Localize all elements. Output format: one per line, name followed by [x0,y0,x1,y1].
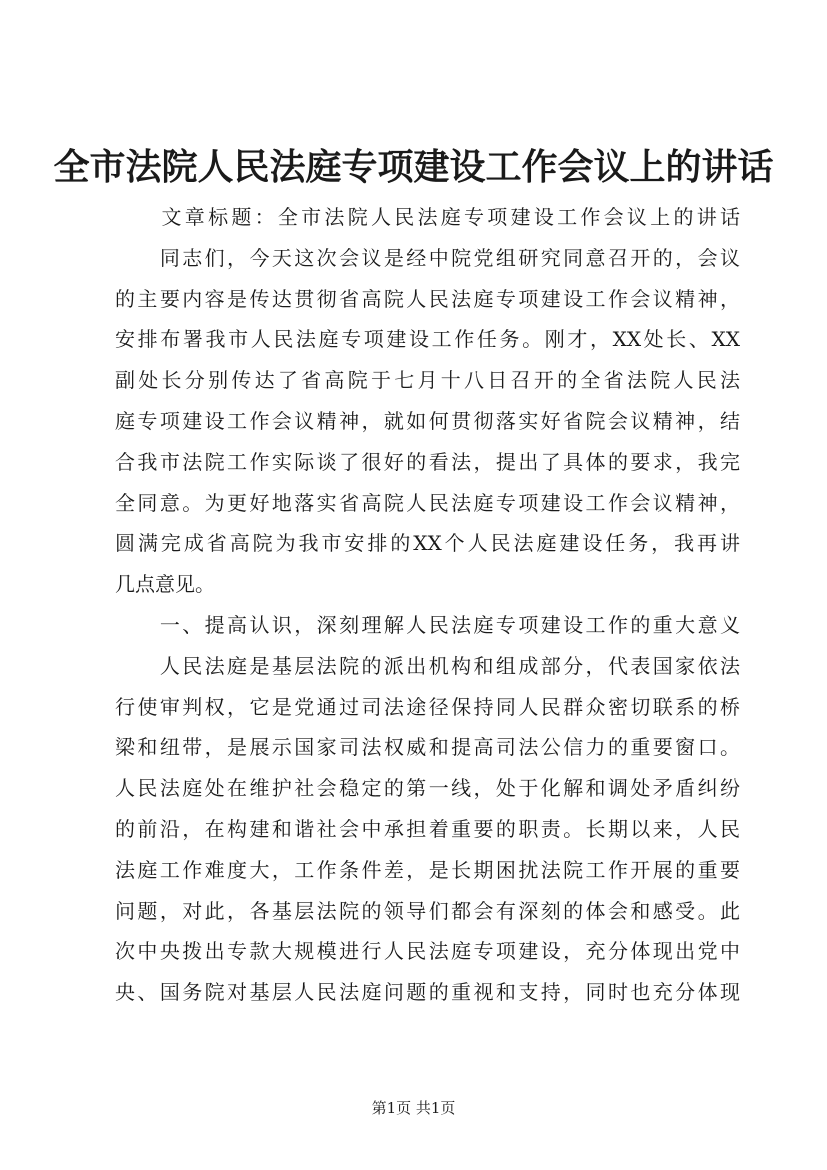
body-line: 几点意见。 [115,572,215,597]
body-line: 行使审判权，它是党通过司法途径保持同人民群众密切联系的桥 [115,694,740,719]
body-line: 法庭工作难度大，工作条件差，是长期困扰法院工作开展的重要 [115,857,740,882]
body-line: 梁和纽带，是展示国家司法权威和提高司法公信力的重要窗口。 [115,735,740,760]
body-line: 副处长分别传达了省高院于七月十八日召开的全省法院人民法 [115,368,740,393]
body-line: 次中央拨出专款大规模进行人民法庭专项建设，充分体现出党中 [115,939,740,964]
body-line: 庭专项建设工作会议精神，就如何贯彻落实好省院会议精神，结 [115,408,740,433]
page-footer [0,1098,827,1118]
body-line: 人民法庭是基层法院的派出机构和组成部分，代表国家依法 [115,653,740,678]
body-line: 安排布署我市人民法庭专项建设工作任务。刚才，XX处长、XX [115,327,740,352]
document-body [115,197,740,1013]
body-line: 人民法庭处在维护社会稳定的第一线，处于化解和调处矛盾纠纷 [115,776,740,801]
page-number-label: 第1页 共1页 [371,1099,456,1117]
body-line: 央、国务院对基层人民法庭问题的重视和支持，同时也充分体现 [115,980,740,1005]
section-heading: 一、提高认识，深刻理解人民法庭专项建设工作的重大意义 [115,612,740,637]
document-title: 全市法院人民法庭专项建设工作会议上的讲话 [53,146,774,188]
body-line: 文章标题：全市法院人民法庭专项建设工作会议上的讲话 [115,205,740,229]
body-line: 同志们，今天这次会议是经中院党组研究同意召开的，会议 [115,245,740,270]
body-line: 全同意。为更好地落实省高院人民法庭专项建设工作会议精神， [115,490,740,515]
body-line: 的主要内容是传达贯彻省高院人民法庭专项建设工作会议精神， [115,286,740,311]
body-line: 合我市法院工作实际谈了很好的看法，提出了具体的要求，我完 [115,449,740,474]
body-line: 圆满完成省高院为我市安排的XX个人民法庭建设任务，我再讲 [115,531,740,556]
body-line: 的前沿，在构建和谐社会中承担着重要的职责。长期以来，人民 [115,816,740,841]
body-line: 问题，对此，各基层法院的领导们都会有深刻的体会和感受。此 [115,898,740,923]
